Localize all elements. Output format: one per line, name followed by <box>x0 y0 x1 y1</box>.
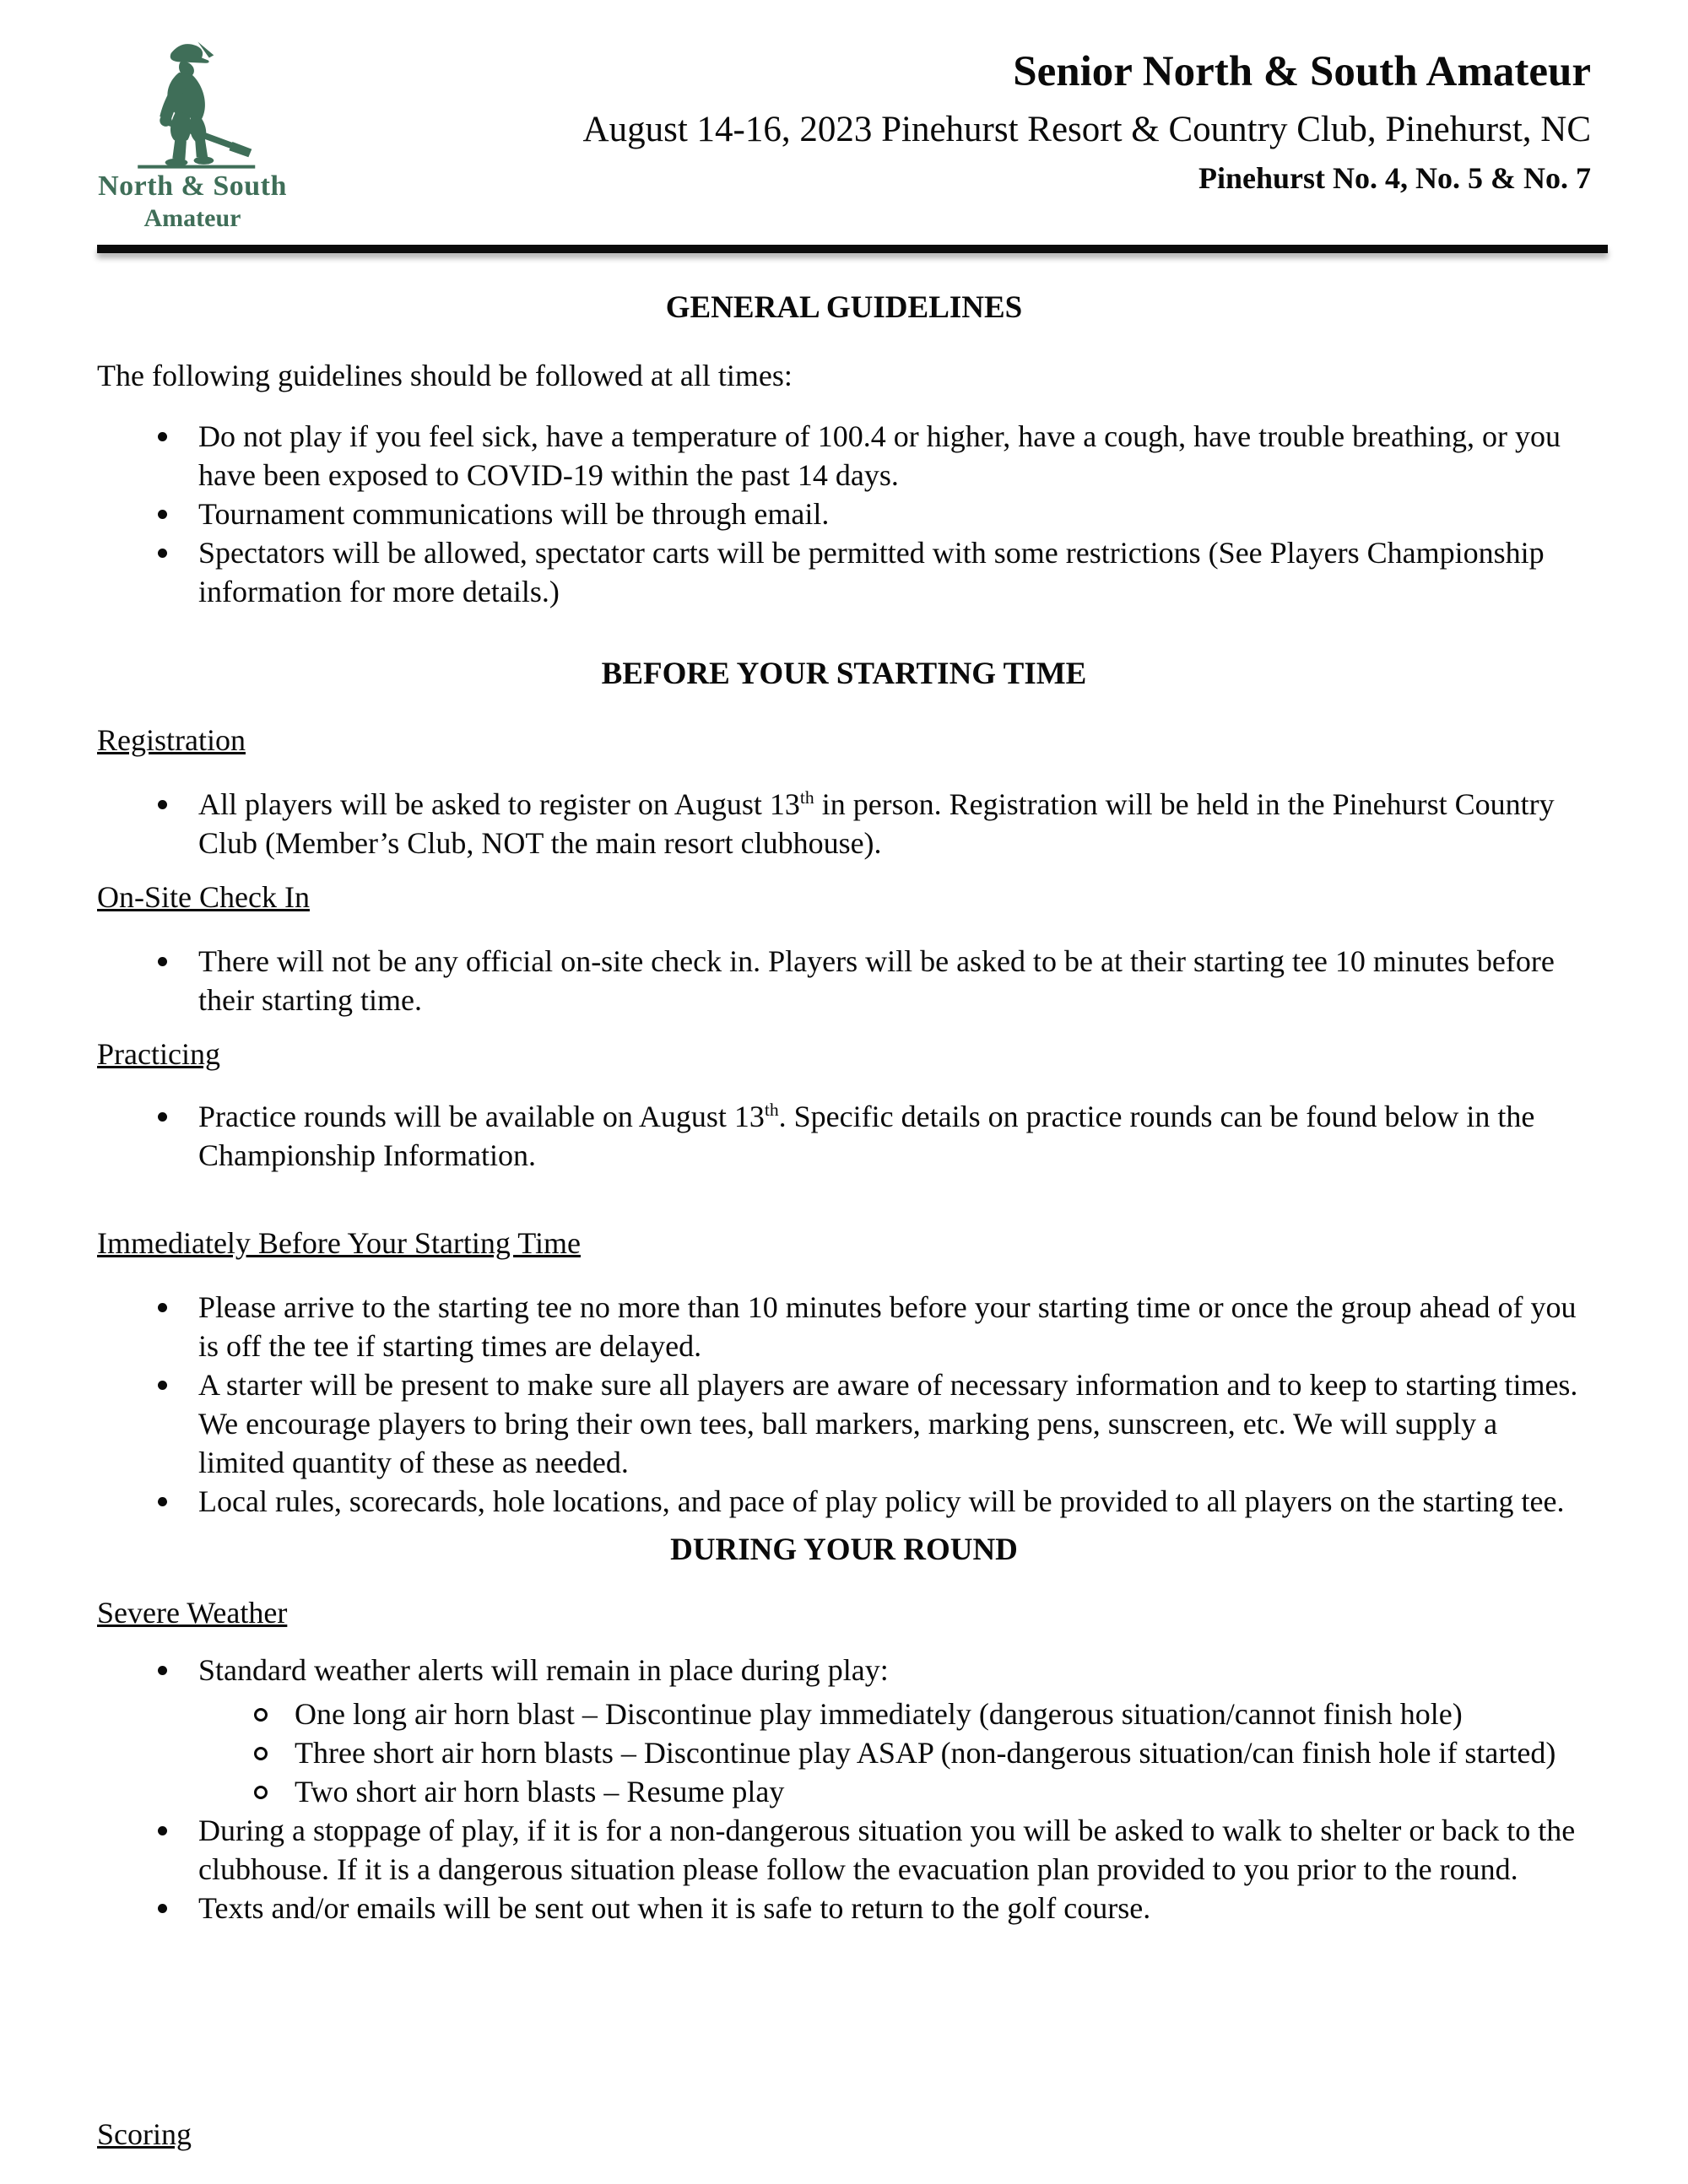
ordinal-superscript: th <box>764 1100 779 1120</box>
immediately-before-list <box>97 1288 1591 1521</box>
bullet-item-arrive-time: Please arrive to the starting tee no more than 10 minutes before your starting time or once the group ahead of you is off the tee if starting times are delayed. <box>97 1288 1591 1365</box>
bullet-item-communications: Tournament communications will be through email. <box>97 495 1591 533</box>
practicing-text-pre: Practice rounds will be available on August 13 <box>198 1100 765 1133</box>
weather-alerts-intro: Standard weather alerts will remain in place during play: <box>198 1653 889 1687</box>
section-title-during-your-round: DURING YOUR ROUND <box>670 1533 1018 1567</box>
header-text-block <box>583 47 1591 196</box>
logo-text-line1: North & South <box>98 170 287 202</box>
logo-text-line2: Amateur <box>143 204 241 232</box>
event-date-location: August 14-16, 2023 Pinehurst Resort & Country Club, Pinehurst, NC <box>582 109 1591 149</box>
registration-list <box>97 785 1591 862</box>
bullet-item-registration <box>97 785 1591 862</box>
bullet-item-sick-policy: Do not play if you feel sick, have a temperature of 100.4 or higher, have a cough, have trouble breathing, or you have been exposed to COVID-19 within the past 14 days. <box>97 417 1591 495</box>
header-divider-rule <box>97 245 1608 253</box>
registration-text-post: in person. Registration will be held in the Pinehurst Country Club (Member’s Club, NOT the main resort clubhouse). <box>198 787 1555 860</box>
sub-bullet-one-long-blast: One long air horn blast – Discontinue play immediately (dangerous situation/cannot finish hole) <box>198 1695 1591 1733</box>
bullet-item-starter: A starter will be present to make sure all players are aware of necessary information and to keep to starting times. We encourage players to bring their own tees, ball markers, marking pens, sunscreen, etc. We will supply a limited quantity of these as needed. <box>97 1365 1591 1482</box>
section-title-general-guidelines: GENERAL GUIDELINES <box>665 290 1023 325</box>
bullet-item-onsite-check-in: There will not be any official on-site check in. Players will be asked to be at their starting tee 10 minutes before their starting time. <box>97 942 1591 1019</box>
ordinal-superscript: th <box>799 787 814 808</box>
sub-bullet-three-short-blasts: Three short air horn blasts – Discontinue play ASAP (non-dangerous situation/can finish hole if started) <box>198 1733 1591 1772</box>
guidelines-list <box>97 417 1591 611</box>
event-title: Senior North & South Amateur <box>1013 48 1591 95</box>
guidelines-intro: The following guidelines should be followed at all times: <box>97 359 793 392</box>
bullet-item-return-notice: Texts and/or emails will be sent out when it is safe to return to the golf course. <box>97 1889 1591 1927</box>
bullet-item-weather-alerts <box>97 1651 1591 1811</box>
subheading-immediately-before-starting-time: Immediately Before Your Starting Time <box>97 1226 581 1260</box>
bullet-item-stoppage: During a stoppage of play, if it is for a non-dangerous situation you will be asked to walk to shelter or back to the clubhouse. If it is a dangerous situation please follow the evacuation plan provided to you prior to the round. <box>97 1811 1591 1889</box>
sub-bullet-two-short-blasts: Two short air horn blasts – Resume play <box>198 1772 1591 1811</box>
alert-signal-list <box>198 1695 1591 1811</box>
severe-weather-list <box>97 1651 1591 1927</box>
subheading-practicing: Practicing <box>97 1037 220 1071</box>
practicing-list <box>97 1097 1591 1175</box>
subheading-severe-weather: Severe Weather <box>97 1596 288 1630</box>
page-header <box>0 0 1688 245</box>
golfer-icon <box>112 37 273 170</box>
event-courses: Pinehurst No. 4, No. 5 & No. 7 <box>1198 161 1591 196</box>
tournament-logo <box>91 37 294 231</box>
bullet-item-local-rules: Local rules, scorecards, hole locations, and pace of play policy will be provided to all players on the starting tee. <box>97 1482 1591 1521</box>
document-body <box>0 289 1688 2154</box>
subheading-onsite-check-in: On-Site Check In <box>97 880 310 914</box>
section-title-before-starting-time: BEFORE YOUR STARTING TIME <box>601 657 1087 691</box>
onsite-check-in-list <box>97 942 1591 1019</box>
bullet-item-practice-rounds <box>97 1097 1591 1175</box>
subheading-scoring: Scoring <box>97 2117 192 2151</box>
practicing-text-post: . Specific details on practice rounds can be found below in the Championship Information. <box>198 1100 1535 1172</box>
subheading-registration: Registration <box>97 723 246 757</box>
bullet-item-spectators: Spectators will be allowed, spectator carts will be permitted with some restrictions (See Players Championship information for more details.) <box>97 533 1591 611</box>
registration-text-pre: All players will be asked to register on August 13 <box>198 787 800 821</box>
